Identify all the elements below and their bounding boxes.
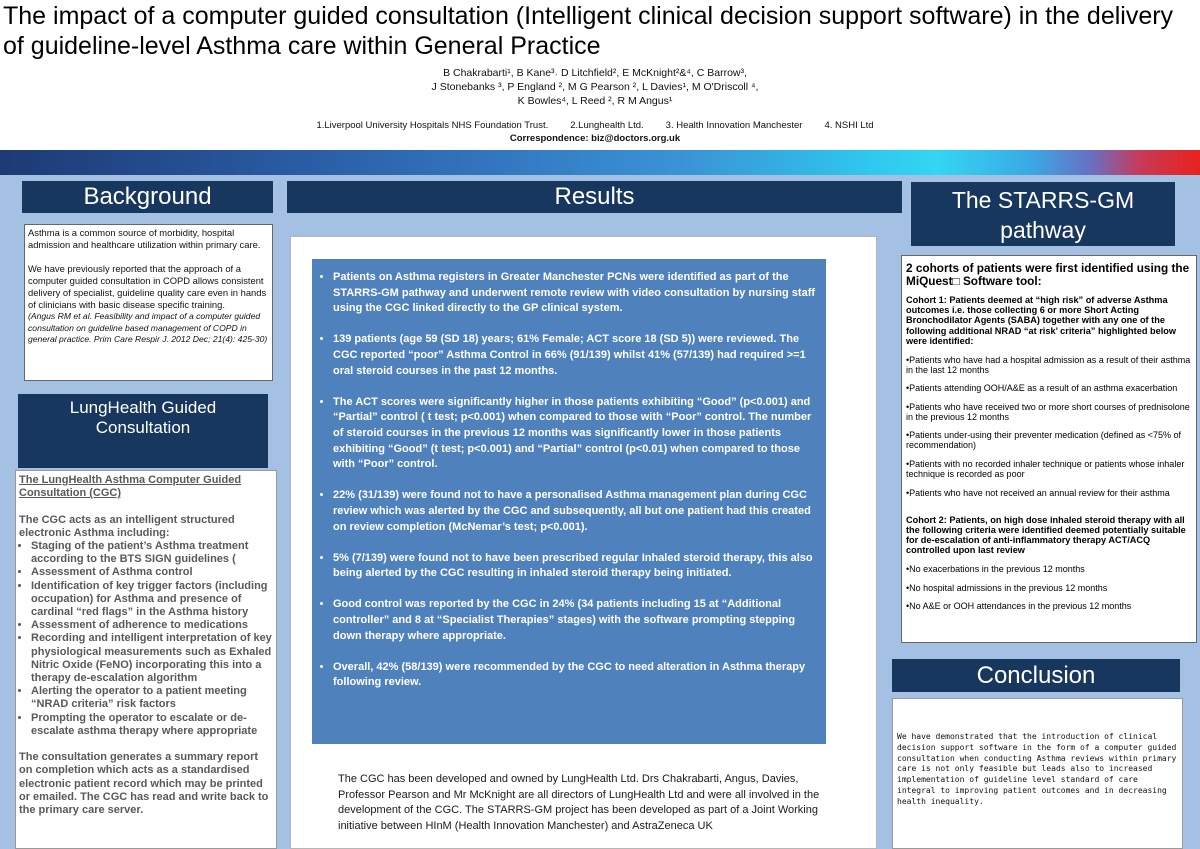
background-heading: Background <box>22 181 273 213</box>
header-gradient-bar <box>0 150 1200 175</box>
cgc-feature: • Staging of the patient’s Asthma treatment according to the BTS SIGN guidelines ( <box>31 540 273 566</box>
cgc-feature: • Recording and intelligent interpretation of key physiological measurements such as Exhaled Nitric Oxide (FeNO) incorporating this into a therapy de-escalation algorithm <box>31 632 273 685</box>
cohort-1-criterion: •Patients who have not received an annual review for their asthma <box>906 487 1170 498</box>
results-bullet: • Overall, 42% (58/139) were recommended by the CGC to need alteration in Asthma therapy following review. <box>333 660 816 691</box>
results-bullet: • Patients on Asthma registers in Greater Manchester PCNs were identified as part of the STARRS-GM pathway and underwent remote review with video consultation by nursing staff using the CGC linked directly to the GP clinical system. <box>333 270 816 317</box>
cgc-feature: • Identification of key trigger factors (including occupation) for Asthma and presence of cardinal “red flags” in the Asthma history <box>31 580 273 620</box>
cgc-intro: The CGC acts as an intelligent structured electronic Asthma including: <box>19 513 235 539</box>
cgc-feature: • Assessment of adherence to medications <box>31 619 273 632</box>
cgc-summary: The consultation generates a summary report on completion which acts as a standardised electronic patient record which may be printed or emailed. The CGC has read and write back to the primary care server. <box>19 751 269 817</box>
disclosure-statement: The CGC has been developed and owned by LungHealth Ltd. Drs Chakrabarti, Angus, Davies, Professor Pearson and Mr McKnight are all directors of LungHealth Ltd and were all involved in the development of the CGC. The STARRS-GM project has been developed as part of a Joint Working initiative between HInM (Health Innovation Manchester) and AstraZeneca UK <box>338 773 820 832</box>
background-paragraph: Asthma is a common source of morbidity, hospital admission and healthcare utilization within primary care. <box>28 227 261 250</box>
results-list <box>312 270 816 691</box>
affiliation: 2.Lunghealth Ltd. <box>570 120 644 131</box>
results-bullet: • Good control was reported by the CGC in 24% (34 patients including 15 at “Additional controller” and 8 at “Specialist Therapies” stages) with the software prompting stepping down therapy where appropriate. <box>333 597 816 644</box>
results-heading: Results <box>287 181 902 213</box>
author-list <box>0 66 1190 108</box>
cohort-2-definition: Cohort 2: Patients, on high dose inhaled steroid therapy with all the following criteria were identified deemed potentially suitable for de-escalation of anti-inflammatory therapy ACT/ACQ controlled upon last review <box>906 514 1186 556</box>
cgc-feature-list <box>19 540 273 738</box>
cohort-1-criterion: •Patients attending OOH/A&E as a result of an asthma exacerbation <box>906 383 1178 394</box>
pathway-heading: The STARRS-GM pathway <box>911 182 1175 246</box>
cohort-2-criterion: •No hospital admissions in the previous 12 months <box>906 582 1108 593</box>
conclusion-panel <box>892 698 1183 849</box>
pathway-panel <box>901 255 1197 643</box>
background-citation: (Angus RM et al. Feasibility and impact of a computer guided consultation on guideline based management of COPD in general practice. Prim Care Respir J. 2012 Dec; 21(4): 425-30) <box>28 311 268 344</box>
author-line: K Bowles⁴, L Reed ², R M Angus¹ <box>517 95 673 107</box>
conclusion-heading: Conclusion <box>892 659 1180 692</box>
cgc-feature: • Assessment of Asthma control <box>31 566 273 579</box>
background-panel <box>24 224 273 381</box>
cgc-heading: LungHealth Guided Consultation <box>18 394 268 468</box>
results-bullet: • The ACT scores were significantly higher in those patients exhibiting “Good” (p<0.001) and “Partial” control ( t test; p<0.001) when compared to those with “Poor” control. The number of steroid courses in the previous 12 months was significantly lower in those patients exhibiting “Good” (t test; p<0.001) and “Partial” control (p<0.01) when compared to those with “Poor” control. <box>333 395 816 473</box>
poster-title: The impact of a computer guided consultation (Intelligent clinical decision support software) in the delivery of guideline-level Asthma care within General Practice <box>3 2 1174 60</box>
results-bullet: • 139 patients (age 59 (SD 18) years; 61% Female; ACT score 18 (SD 5)) were reviewed. The CGC reported “poor” Asthma Control in 66% (91/139) whilst 41% (57/139) had required >=1 oral steroid courses in the past 12 months. <box>333 332 816 379</box>
results-bullet: • 22% (31/139) were found not to have a personalised Asthma management plan during CGC review which was alerted by the CGC and subsequently, all but one patient had this created on review completion (McNemar’s test; p<0.001). <box>333 488 816 535</box>
cohort-1-definition: Cohort 1: Patients deemed at “high risk” of adverse Asthma outcomes i.e. those collecting 6 or more Short Acting Bronchodilator Agents (SABA) together with any one of the following additional NRAD “at risk’ criteria” highlighted below were identified: <box>906 295 1177 346</box>
affiliation: 3. Health Innovation Manchester <box>665 120 803 131</box>
results-bullet: • 5% (7/139) were found not to have been prescribed regular Inhaled steroid therapy, this also being alerted by the CGC resulting in inhaled steroid therapy being initiated. <box>333 551 816 582</box>
correspondence: Correspondence: biz@doctors.org.uk <box>509 133 681 144</box>
results-findings-box <box>312 259 826 744</box>
cohort-1-criterion: •Patients under-using their preventer medication (defined as <75% of recommendation) <box>906 430 1182 451</box>
author-line: J Stonebanks ³, P England ², M G Pearson ², L Davies¹, M O'Driscoll ⁴, <box>431 81 759 93</box>
author-line: B Chakrabarti¹, B Kane³˒ D Litchfield², E McKnight²&⁴, C Barrow³, <box>443 67 747 79</box>
affiliation-list <box>0 119 1190 132</box>
cgc-feature: • Prompting the operator to escalate or de-escalate asthma therapy where appropriate <box>31 712 273 738</box>
cohort-2-criterion: •No exacerbations in the previous 12 months <box>906 563 1085 574</box>
cgc-feature: • Alerting the operator to a patient meeting “NRAD criteria” risk factors <box>31 685 273 711</box>
cohort-1-criterion: •Patients with no recorded inhaler technique or patients whose inhaler technique is recorded as poor <box>906 458 1185 479</box>
cgc-panel <box>15 470 277 849</box>
pathway-intro: 2 cohorts of patients were first identified using the MiQuest□ Software tool: <box>906 261 1190 288</box>
background-paragraph: We have previously reported that the approach of a computer guided consultation in COPD allows consistent delivery of specialist, guideline quality care even in hands of clinicians with basic disease specific training. <box>28 263 267 310</box>
conclusion-text: We have demonstrated that the introduction of clinical decision support software in the form of a computer guided consultation when conducting Asthma reviews within primary care is not only feasible but leads also to increased implementation of guideline level standard of care integral to improving patient outcomes and in decreasing health inequality. <box>897 732 1177 806</box>
cohort-2-criterion: •No A&E or OOH attendances in the previous 12 months <box>906 601 1132 612</box>
affiliation: 1.Liverpool University Hospitals NHS Foundation Trust. <box>316 120 549 131</box>
cgc-title: The LungHealth Asthma Computer Guided Consultation (CGC) <box>19 474 242 500</box>
cohort-1-criterion: •Patients who have had a hospital admission as a result of their asthma in the last 12 months <box>906 354 1191 375</box>
affiliation: 4. NSHI Ltd <box>824 120 874 131</box>
cohort-1-criterion: •Patients who have received two or more short courses of prednisolone in the previous 12 months <box>906 401 1190 422</box>
